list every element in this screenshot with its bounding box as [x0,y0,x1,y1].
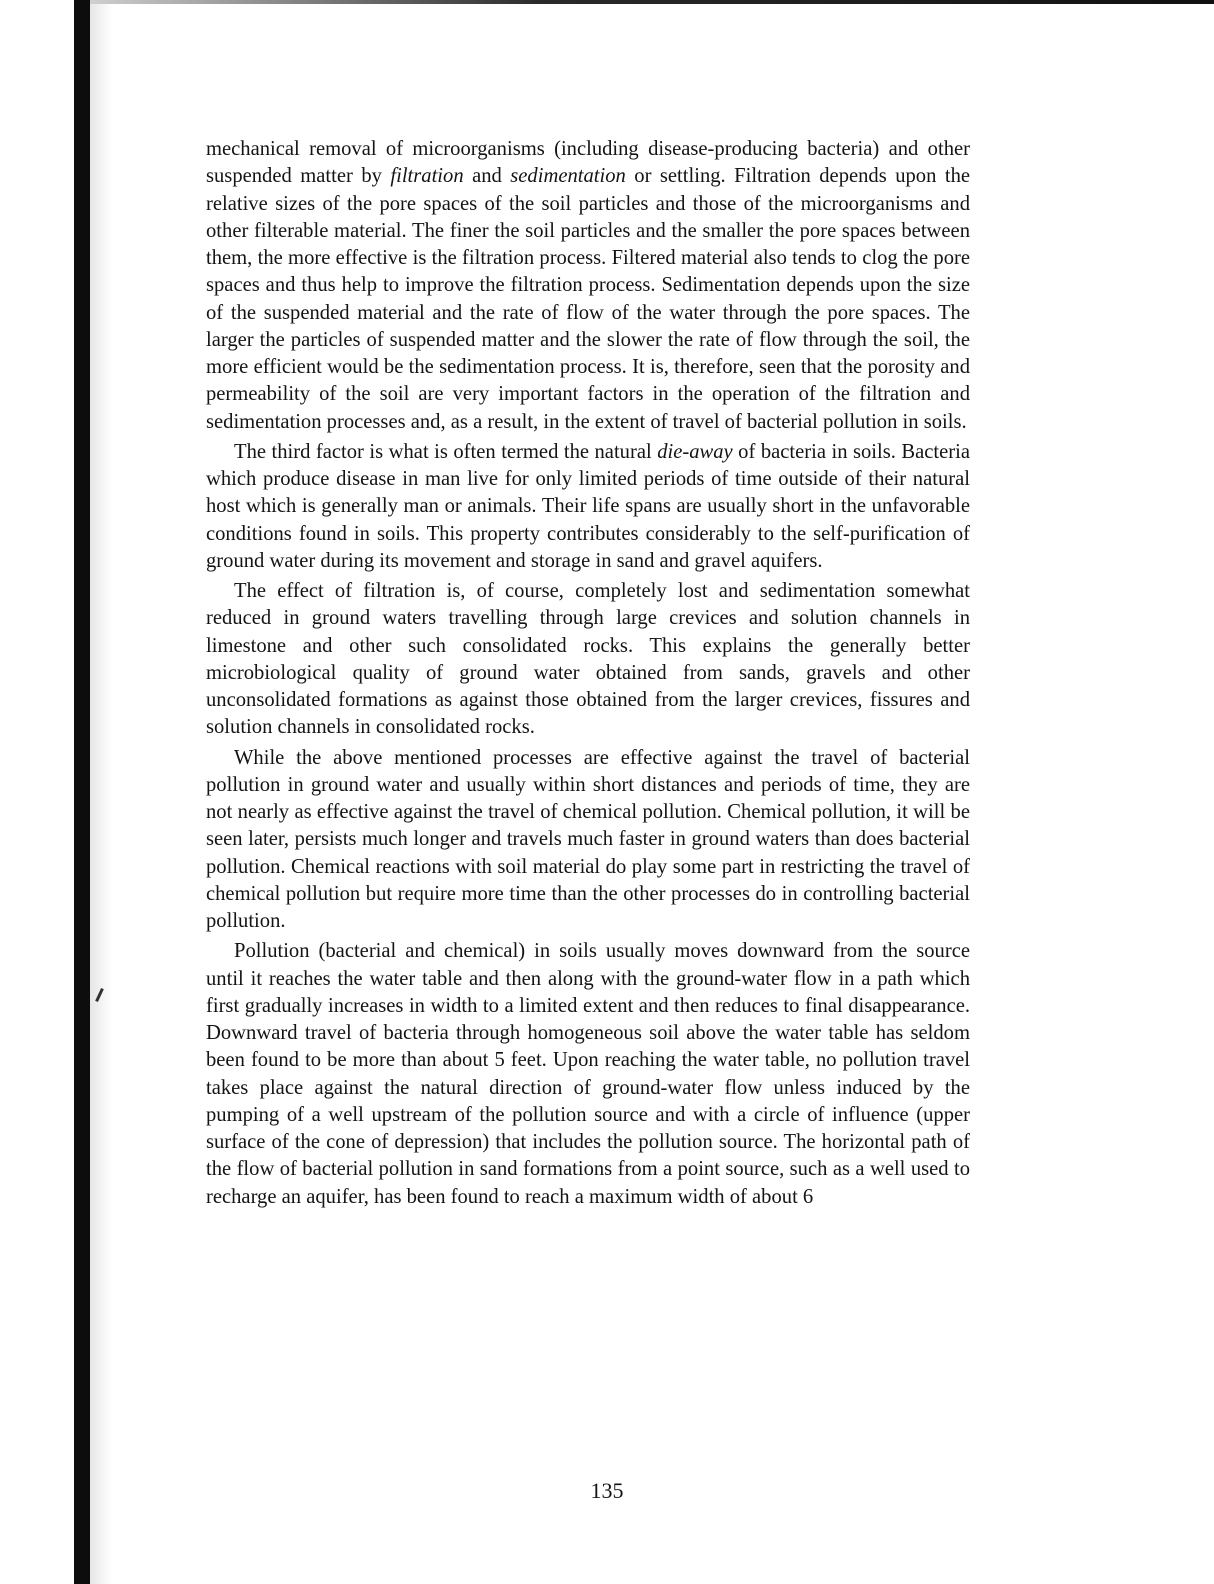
italic-term: sedimentation [510,165,626,188]
paragraph-2: The third factor is what is often termed the natural die-away of bacteria in soils. Bacteria which produce disease in man live for only limited periods of time outside of their natural host which is generally man or animals. Their life spans are usually short in the unfavorable conditions found in soils. This property contributes considerably to the self-purification of ground water during its movement and storage in sand and gravel aquifers. [206,440,970,572]
italic-term: filtration [390,165,464,188]
page-number: 135 [590,1478,624,1503]
italic-term: die-away [657,440,733,463]
paragraph-1: mechanical removal of microorganisms (including disease-producing bacteria) and other suspended matter by filtration and sedimentation or settling. Filtration depends upon the relative sizes of the pore spaces of the soil particles and those of the microorganisms and other filterable material. The finer the soil particles and the smaller the pore spaces between them, the more effective is the filtration process. Filtered material also tends to clog the pore spaces and thus help to improve the filtration process. Sedimentation depends upon the size of the suspended material and the rate of flow of the water through the pore spaces. The larger the particles of suspended matter and the slower the rate of flow through the soil, the more efficient would be the sedimentation process. It is, therefore, seen that the porosity and permeability of the soil are very important factors in the operation of the filtration and sedimentation processes and, as a result, in the extent of travel of bacterial pollution in soils. [206,138,971,433]
scan-binding-edge [74,0,90,1584]
paragraph-3: The effect of filtration is, of course, completely lost and sedimentation somewhat reduced in ground waters travelling through large crevices and solution channels in limestone and other such consolidated rocks. This explains the generally better microbiological quality of ground water obtained from sands, gravels and other unconsolidated formations as against those obtained from the larger crevices, fissures and solution channels in consolidated rocks. [206,580,970,739]
paragraph-5: Pollution (bacterial and chemical) in soils usually moves downward from the source until it reaches the water table and then along with the ground-water flow in a path which first gradually increases in width to a limited extent and then reduces to final disappearance. Downward travel of bacteria through homogeneous soil above the water table has seldom been found to be more than about 5 feet. Upon reaching the water table, no pollution travel takes place against the natural direction of ground-water flow unless induced by the pumping of a well upstream of the pollution source and with a circle of influence (upper surface of the cone of depression) that includes the pollution source. The horizontal path of the flow of bacterial pollution in sand formations from a point source, such as a well used to recharge an aquifer, has been found to reach a maximum width of about 6 [206,940,970,1208]
body-text [206,136,970,1211]
paragraph-4: While the above mentioned processes are effective against the travel of bacterial pollution in ground water and usually within short distances and periods of time, they are not nearly as effective against the travel of chemical pollution. Chemical pollution, it will be seen later, persists much longer and travels much faster in ground waters than does bacterial pollution. Chemical reactions with soil material do play some part in restricting the travel of chemical pollution but require more time than the other processes do in controlling bacterial pollution. [206,746,970,932]
scan-gutter-shadow [90,4,112,1584]
scan-top-edge [90,0,1214,4]
